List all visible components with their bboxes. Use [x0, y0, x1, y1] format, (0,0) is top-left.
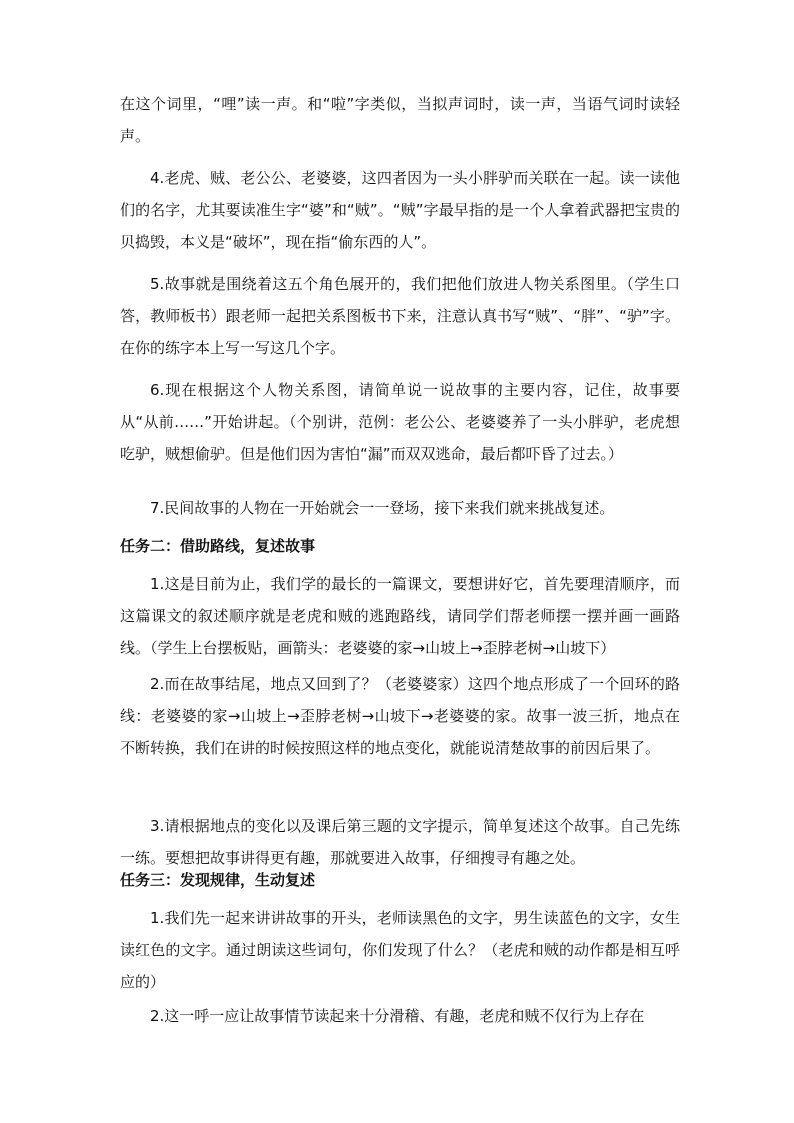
paragraph-7	[120, 492, 680, 524]
task-2-paragraph-2	[120, 668, 680, 764]
section-heading: 任务三：发现规律，生动复述	[120, 871, 316, 889]
paragraph-4	[120, 162, 680, 258]
paragraph-text: 2.这一呼一应让故事情节读起来十分滑稽、有趣，老虎和贼不仅行为上存在	[150, 1007, 645, 1025]
paragraph-text: 4.老虎、贼、老公公、老婆婆，这四者因为一头小胖驴而关联在一起。读一读他们的名字，尤其要读准生字“婆”和“贼”。“贼”字最早指的是一个人拿着武器把宝贵的贝捣毁，本义是“破坏”，现在指“偷东西的人”。	[120, 169, 680, 251]
section-heading-task-2	[120, 530, 680, 562]
paragraph-5	[120, 268, 680, 364]
paragraph-text: 在这个词里，“哩”读一声。和“啦”字类似，当拟声词时，读一声，当语气词时读轻声。	[120, 95, 680, 145]
task-3-paragraph-2	[120, 1000, 680, 1032]
paragraph-text: 1.这是目前为止，我们学的最长的一篇课文，要想讲好它，首先要理清顺序，而这篇课文的叙述顺序就是老虎和贼的逃跑路线，请同学们帮老师摆一摆并画一画路线。（学生上台摆板贴，画箭头：老婆婆的家→山坡上→歪脖老树→山坡下）	[120, 575, 680, 657]
task-2-paragraph-1	[120, 568, 680, 664]
paragraph-6	[120, 374, 680, 470]
paragraph-text: 2.而在故事结尾，地点又回到了？（老婆婆家）这四个地点形成了一个回环的路线：老婆婆的家→山坡上→歪脖老树→山坡下→老婆婆的家。故事一波三折，地点在不断转换，我们在讲的时候按照这样的地点变化，就能说清楚故事的前因后果了。	[120, 675, 680, 757]
section-heading-task-3	[120, 864, 680, 896]
paragraph-text: 3.请根据地点的变化以及课后第三题的文字提示，简单复述这个故事。自己先练一练。要想把故事讲得更有趣，那就要进入故事，仔细搜寻有趣之处。	[120, 817, 680, 867]
paragraph-continuation	[120, 88, 680, 152]
paragraph-text: 5.故事就是围绕着这五个角色展开的，我们把他们放进人物关系图里。（学生口答，教师板书）跟老师一起把关系图板书下来，注意认真书写“贼”、“胖”、“驴”字。在你的练字本上写一写这几个字。	[120, 275, 680, 357]
task-3-paragraph-1	[120, 902, 680, 998]
paragraph-text: 1.我们先一起来讲讲故事的开头，老师读黑色的文字，男生读蓝色的文字，女生读红色的文字。通过朗读这些词句，你们发现了什么？（老虎和贼的动作都是相互呼应的）	[120, 909, 680, 991]
paragraph-text: 6.现在根据这个人物关系图，请简单说一说故事的主要内容，记住，故事要从“从前……”开始讲起。（个别讲，范例：老公公、老婆婆养了一头小胖驴，老虎想吃驴，贼想偷驴。但是他们因为害怕“漏”而双双逃命，最后都吓昏了过去。）	[120, 381, 680, 463]
paragraph-text: 7.民间故事的人物在一开始就会一一登场，接下来我们就来挑战复述。	[150, 499, 615, 517]
section-heading: 任务二：借助路线，复述故事	[120, 537, 316, 555]
